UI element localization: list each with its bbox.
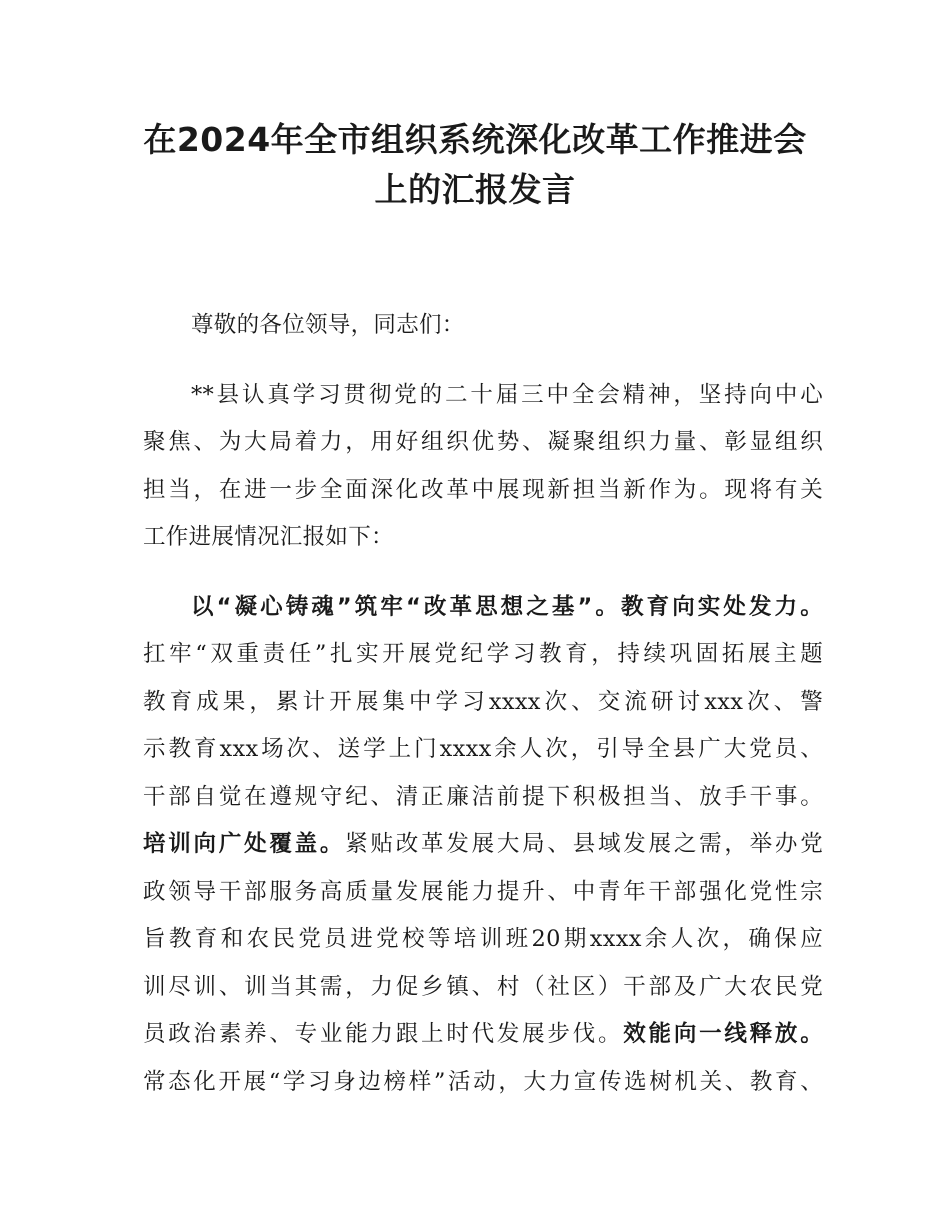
- training-heading: 培训向广处覆盖。: [143, 831, 346, 857]
- paragraph-line: 担当，在进一步全面深化改革中展现新担当新作为。现将有关: [143, 476, 823, 503]
- paragraph-line: 旨教育和农民党员进党校等培训班20期xxxx余人次，确保应: [143, 926, 823, 952]
- paragraph-line: [143, 1011, 823, 1059]
- section-1-paragraph: [143, 584, 823, 1107]
- training-text-start: 紧贴改革发展大局、县域发展之需，举办党: [345, 831, 823, 857]
- paragraph-line: 示教育xxx场次、送学上门xxxx余人次，引导全县广大党员、: [143, 736, 823, 762]
- paragraph-line: 扛牢“双重责任”扎实开展党纪学习教育，持续巩固拓展主题: [143, 641, 823, 667]
- title-line-2: 上的汇报发言: [374, 170, 576, 209]
- paragraph-line: **县认真学习贯彻党的二十届三中全会精神，坚持向中心: [191, 381, 823, 408]
- salutation: 尊敬的各位领导，同志们：: [191, 312, 465, 338]
- document-body: [143, 302, 823, 1106]
- paragraph-line: 教育成果，累计开展集中学习xxxx次、交流研讨xxx次、警: [143, 688, 823, 715]
- paragraph-line: [143, 821, 823, 869]
- paragraph-line: 训尽训、训当其需，力促乡镇、村（社区）干部及广大农民党: [143, 973, 823, 1000]
- document-title: [90, 115, 860, 215]
- training-text-end: 员政治素养、专业能力跟上时代发展步伐。: [143, 1021, 624, 1047]
- paragraph-line: 干部自觉在遵规守纪、清正廉洁前提下积极担当、放手干事。: [143, 783, 823, 810]
- paragraph-line: 聚焦、为大局着力，用好组织优势、凝聚组织力量、彰显组织: [143, 429, 823, 455]
- title-line-1: 在2024年全市组织系统深化改革工作推进会: [143, 120, 807, 159]
- paragraph-line: 常态化开展“学习身边榜样”活动，大力宣传选树机关、教育、: [143, 1068, 823, 1095]
- paragraph-line: 工作进展情况汇报如下：: [143, 524, 394, 550]
- section-1-heading: 以“凝心铸魂”筑牢“改革思想之基”。教育向实处发力。: [191, 593, 823, 620]
- paragraph-line: 政领导干部服务高质量发展能力提升、中青年干部强化党性宗: [143, 878, 823, 905]
- efficiency-heading: 效能向一线释放。: [623, 1021, 824, 1047]
- intro-paragraph: [143, 372, 823, 562]
